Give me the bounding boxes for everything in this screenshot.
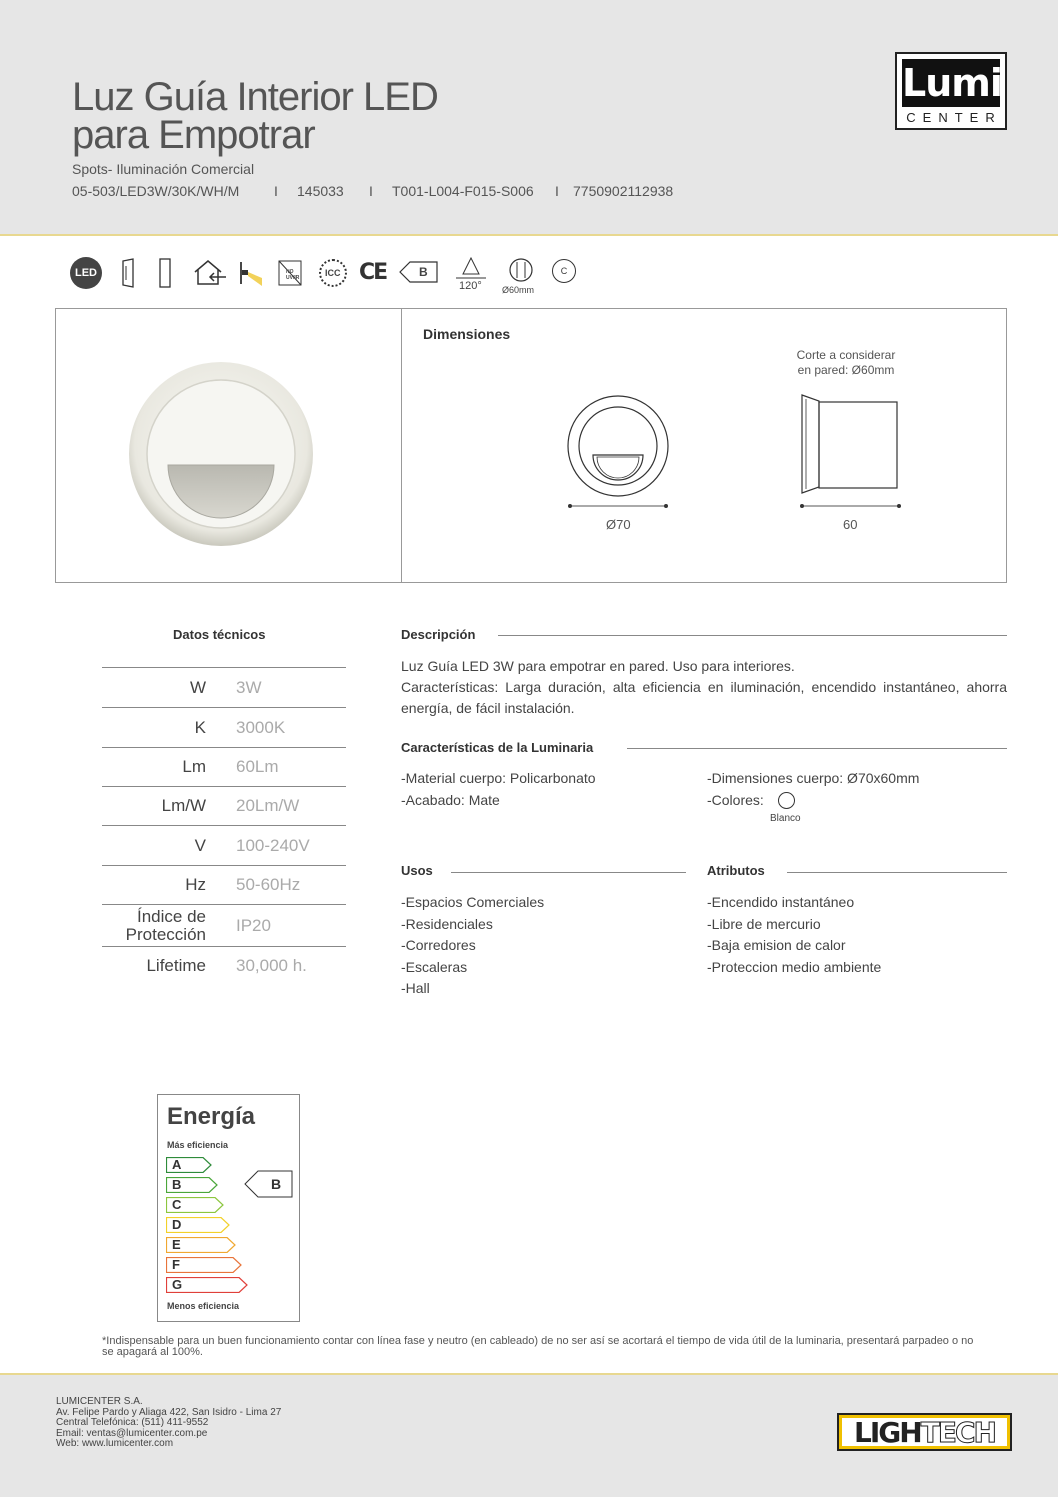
list-item: -Acabado: Mate xyxy=(401,791,500,808)
product-ref: T001-L004-F015-S006 xyxy=(392,183,534,199)
lumicenter-logo xyxy=(895,52,1007,130)
product-barcode-number: 7750902112938 xyxy=(573,183,674,199)
usos-title: Usos xyxy=(401,863,433,878)
tech-data-table xyxy=(102,667,346,984)
list-item: -Escaleras xyxy=(401,958,468,975)
energy-class-letter: B xyxy=(172,1177,182,1192)
color-swatch-white xyxy=(778,792,795,809)
email-line: Email: ventas@lumicenter.com.pe xyxy=(56,1427,208,1439)
description-title: Descripción xyxy=(401,627,476,642)
list-item: -Libre de mercurio xyxy=(707,915,821,932)
company-address xyxy=(56,1397,281,1450)
tech-value: 30,000 h. xyxy=(236,955,307,975)
energy-class-letter: E xyxy=(172,1237,181,1252)
energy-class-letter: A xyxy=(172,1157,182,1172)
web-line: Web: www.lumicenter.com xyxy=(56,1438,174,1449)
product-id: 145033 xyxy=(297,183,344,199)
tech-key: Lm xyxy=(182,757,206,776)
tech-key: Lifetime xyxy=(146,955,206,975)
side-length-label: 60 xyxy=(843,517,858,532)
energy-label xyxy=(157,1094,300,1322)
no-uv-ir-icon xyxy=(276,258,304,293)
code-separator: I xyxy=(274,183,278,199)
tech-value: 50-60Hz xyxy=(236,875,301,894)
table-row xyxy=(102,786,346,825)
panel-icon xyxy=(158,258,172,288)
lightech-logo xyxy=(837,1413,1012,1451)
code-separator: I xyxy=(369,183,373,199)
description-line-1: Luz Guía LED 3W para empotrar en pared. Uso para interiores. xyxy=(401,658,795,674)
energy-class-letter: G xyxy=(172,1277,183,1292)
tech-key: V xyxy=(194,835,206,855)
icc-seal-label: ICC xyxy=(325,268,341,278)
indoor-house-icon xyxy=(192,258,228,288)
logo-ligh: LIGH xyxy=(854,1416,921,1449)
atributos-title: Atributos xyxy=(707,863,765,878)
tech-value: IP20 xyxy=(236,915,271,935)
code-separator: I xyxy=(555,183,559,199)
tech-key: W xyxy=(189,677,206,697)
list-item: -Colores: xyxy=(707,791,764,808)
list-item: -Corredores xyxy=(401,937,476,953)
product-codes xyxy=(72,183,673,199)
cut-diameter-label: Ø60mm xyxy=(502,285,535,295)
tech-value: 100-240V xyxy=(236,835,310,855)
energy-class-bar xyxy=(166,1217,239,1233)
phone-line: Central Telefónica: (511) 411-9552 xyxy=(56,1417,209,1428)
energy-title: Energía xyxy=(167,1103,256,1130)
features-rule xyxy=(627,748,1007,749)
description-rule xyxy=(498,635,1007,636)
tech-value: 3W xyxy=(236,677,262,697)
usos-list xyxy=(401,892,544,1000)
features-title: Características de la Luminaria xyxy=(401,740,594,755)
tech-key: K xyxy=(194,717,206,737)
beam-angle-icon xyxy=(453,256,489,296)
list-item: -Encendido instantáneo xyxy=(707,894,855,910)
title-line-1: Luz Guía Interior LED xyxy=(72,75,438,119)
side-profile-icon xyxy=(120,258,136,288)
usos-rule xyxy=(451,872,686,873)
circle-c-icon: C xyxy=(552,259,576,283)
table-row xyxy=(102,904,346,946)
side-view-drawing xyxy=(796,391,906,511)
tech-data-title: Datos técnicos xyxy=(173,627,266,642)
atributos-rule xyxy=(787,872,1007,873)
icc-seal-icon xyxy=(319,259,347,287)
product-title xyxy=(72,75,672,157)
energy-class-icon xyxy=(399,261,439,283)
tech-value: 20Lm/W xyxy=(236,796,300,815)
energy-class-letter: B xyxy=(419,265,428,279)
energy-rating-letter: B xyxy=(271,1176,282,1192)
footer-band xyxy=(0,1373,1058,1497)
company-name: LUMICENTER S.A. xyxy=(56,1396,143,1407)
features-right-list xyxy=(707,768,919,811)
wall-light-icon xyxy=(238,260,264,286)
energy-class-bar xyxy=(166,1277,257,1293)
description-line-2: Características: Larga duración, alta eficiencia en iluminación, encendido instantáneo, ahorra energía, de fácil instalación. xyxy=(401,679,1007,716)
product-panel xyxy=(55,308,1007,583)
list-item: -Baja emision de calor xyxy=(707,937,846,953)
led-badge-icon: LED xyxy=(70,257,102,289)
beam-angle-label: 120° xyxy=(459,280,482,292)
ce-mark-icon: CE xyxy=(359,260,387,285)
panel-divider xyxy=(401,309,402,582)
features-left-list xyxy=(401,768,596,811)
energy-class-letter: F xyxy=(172,1257,180,1272)
tech-key: Lm/W xyxy=(161,796,206,815)
dimensions-title: Dimensiones xyxy=(423,326,511,342)
address-line: Av. Felipe Pardo y Aliaga 422, San Isidro - Lima 27 xyxy=(56,1406,282,1418)
tech-key: Índice de Protección xyxy=(125,906,206,944)
logo-tech: TECH xyxy=(920,1416,995,1449)
energy-class-bar xyxy=(166,1257,251,1273)
front-diameter-label: Ø70 xyxy=(606,517,631,532)
tech-value: 3000K xyxy=(236,717,286,737)
cut-note xyxy=(791,348,901,378)
logo-center: CENTER xyxy=(906,110,1002,125)
energy-class-bar xyxy=(166,1237,245,1253)
color-swatch-label: Blanco xyxy=(770,813,801,824)
energy-less-efficiency: Menos eficiencia xyxy=(167,1301,240,1311)
energy-more-efficiency: Más eficiencia xyxy=(167,1140,229,1150)
list-item: -Hall xyxy=(401,980,430,996)
table-row xyxy=(102,946,346,984)
cut-note-line-2: en pared: Ø60mm xyxy=(797,363,895,377)
tech-key: Hz xyxy=(185,875,206,894)
certification-icons xyxy=(70,254,610,298)
cut-diameter-icon xyxy=(502,258,546,298)
product-photo xyxy=(126,359,316,549)
cut-note-line-1: Corte a considerar xyxy=(796,348,896,362)
energy-class-bar xyxy=(166,1197,233,1213)
list-item: -Espacios Comerciales xyxy=(401,894,545,910)
title-line-2: para Empotrar xyxy=(72,113,315,157)
table-row xyxy=(102,707,346,747)
energy-class-bar xyxy=(166,1157,221,1173)
product-category: Spots- Iluminación Comercial xyxy=(72,161,255,177)
table-row xyxy=(102,747,346,786)
energy-class-bar xyxy=(166,1177,227,1193)
no-uv-ir-label: NO UV/IR xyxy=(286,269,300,281)
list-item: -Proteccion medio ambiente xyxy=(707,958,882,975)
table-row xyxy=(102,865,346,904)
table-row xyxy=(102,825,346,865)
tech-value: 60Lm xyxy=(236,757,279,776)
product-sku: 05-503/LED3W/30K/WH/M xyxy=(72,183,240,199)
front-view-drawing xyxy=(561,391,681,511)
table-row xyxy=(102,667,346,707)
atributos-list xyxy=(707,892,881,978)
list-item: -Residenciales xyxy=(401,915,493,932)
energy-class-letter: D xyxy=(172,1217,182,1232)
description-text xyxy=(401,656,1007,719)
logo-lumi: Lumi xyxy=(902,61,1002,105)
list-item: -Material cuerpo: Policarbonato xyxy=(401,770,596,786)
header-band xyxy=(0,0,1058,236)
list-item: -Dimensiones cuerpo: Ø70x60mm xyxy=(707,770,920,786)
footnote: *Indispensable para un buen funcionamiento contar con línea fase y neutro (en cableado) de no ser así se acortará el tiempo de vida útil de la luminaria, presentará parpadeo o no se apagará al 100%. xyxy=(102,1335,974,1358)
energy-class-letter: C xyxy=(172,1197,182,1212)
energy-rating-arrow xyxy=(244,1170,294,1198)
